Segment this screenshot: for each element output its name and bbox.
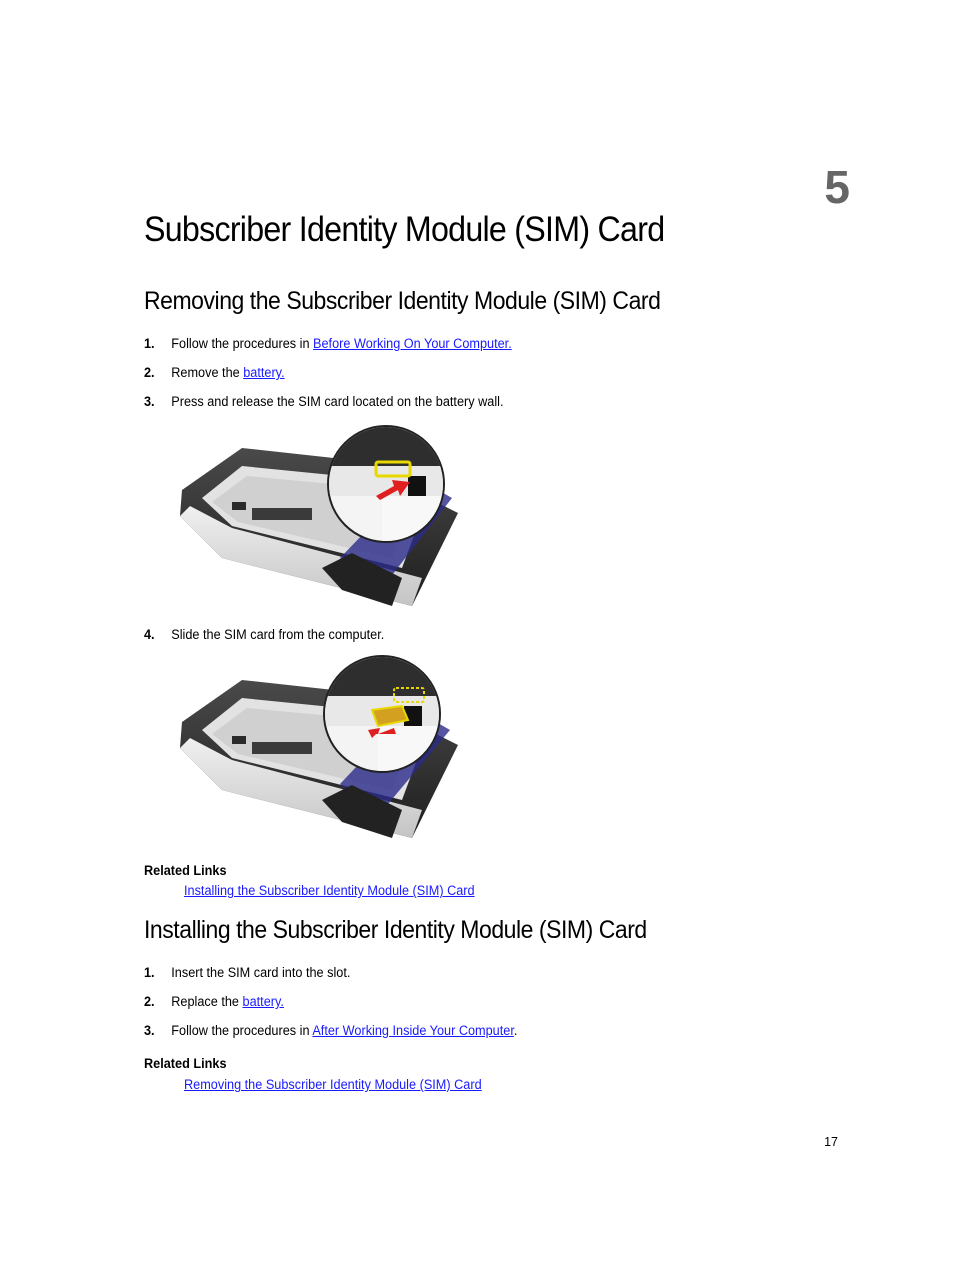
link-battery-replace[interactable]: battery. [242, 994, 284, 1009]
link-battery[interactable]: battery. [243, 365, 285, 380]
chapter-title: Subscriber Identity Module (SIM) Card [144, 210, 665, 249]
removing-step-1: 1. Follow the procedures in Before Working On Your Computer. [144, 336, 512, 351]
link-before-working[interactable]: Before Working On Your Computer. [313, 336, 512, 351]
sim-slide-illustration [172, 650, 462, 842]
sim-press-illustration [172, 418, 462, 610]
removing-step-3: 3. Press and release the SIM card located on the battery wall. [144, 394, 504, 409]
installing-step-3: 3. Follow the procedures in After Working Inside Your Computer. [144, 1023, 518, 1038]
related-link-installing [184, 883, 475, 898]
page-number: 17 [824, 1135, 838, 1149]
removing-step-4: 4. Slide the SIM card from the computer. [144, 627, 385, 642]
related-links-heading-removing: Related Links [144, 863, 227, 878]
link-removing-sim[interactable]: Removing the Subscriber Identity Module (SIM) Card [184, 1077, 482, 1092]
related-link-removing [184, 1077, 482, 1092]
section-heading-removing: Removing the Subscriber Identity Module (SIM) Card [144, 287, 661, 315]
link-after-working[interactable]: After Working Inside Your Computer [312, 1023, 514, 1038]
related-links-heading-installing: Related Links [144, 1056, 227, 1071]
installing-step-2: 2. Replace the battery. [144, 994, 284, 1009]
removing-step-2: 2. Remove the battery. [144, 365, 285, 380]
chapter-number: 5 [824, 161, 850, 213]
section-heading-installing: Installing the Subscriber Identity Module (SIM) Card [144, 916, 647, 944]
installing-step-1: 1. Insert the SIM card into the slot. [144, 965, 351, 980]
link-installing-sim[interactable]: Installing the Subscriber Identity Module (SIM) Card [184, 883, 475, 898]
